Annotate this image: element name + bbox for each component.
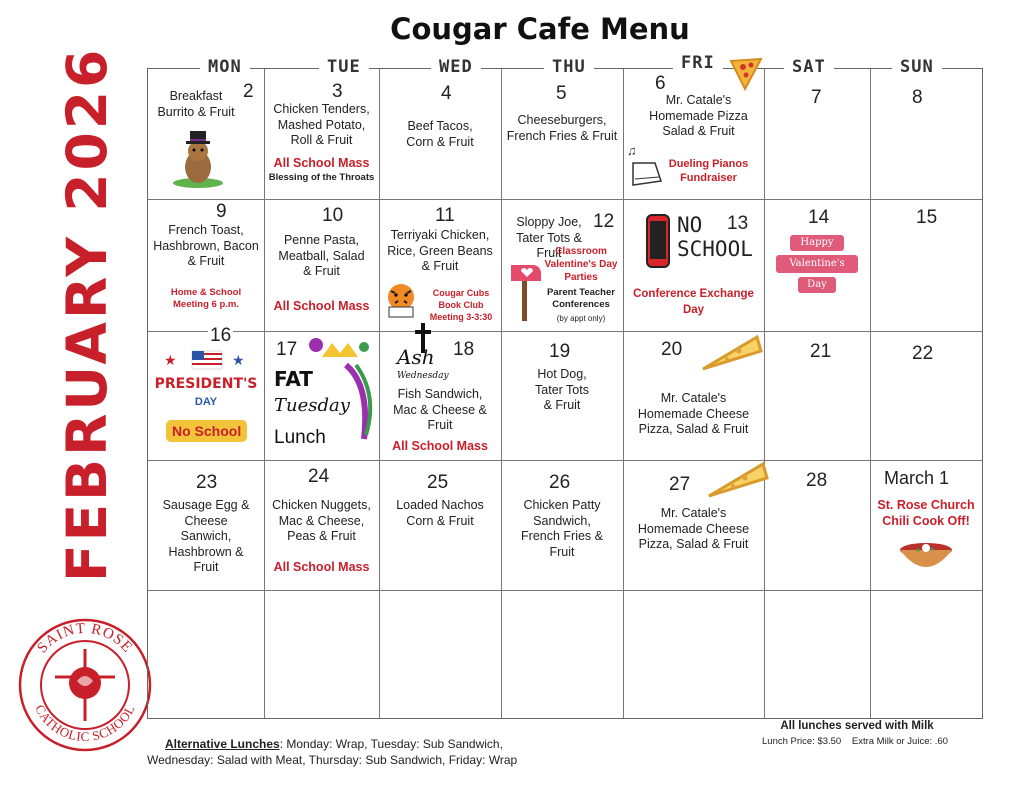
day-number: 10: [322, 205, 344, 226]
event-note: Parent Teacher Conferences: [547, 287, 615, 310]
day-cell-3: [264, 69, 379, 199]
svg-text:★: ★: [232, 352, 245, 368]
menu-text: Sausage Egg & Cheese Sanwich, Hashbrown & Fruit: [162, 498, 250, 574]
groundhog-icon: [172, 127, 224, 189]
event-text: All School Mass: [273, 560, 370, 574]
day-cell-17: [264, 331, 379, 460]
alt-lunches-text: : Monday: Wrap, Tuesday: Sub Sandwich,: [279, 737, 503, 751]
day-cell-10: [264, 199, 379, 331]
alt-lunches-text: Wednesday: Salad with Meat, Thursday: Sub Sandwich, Friday: Wrap: [147, 753, 518, 767]
day-number: 16: [210, 325, 232, 346]
day-number: 5: [556, 83, 567, 104]
day-number: 28: [806, 470, 828, 491]
day-number: 3: [332, 81, 343, 102]
menu-text: Mr. Catale's Homemade Cheese Pizza, Salad & Fruit: [637, 391, 750, 436]
day-cell-13: [623, 199, 764, 331]
no-school-sign: NO SCHOOL: [677, 213, 753, 261]
banner-text: Day: [798, 277, 836, 293]
day-cell-15: [870, 199, 982, 331]
day-cell-24: [264, 460, 379, 590]
menu-text: Hot Dog, Tater Tots & Fruit: [535, 367, 589, 412]
event-text: Classroom Valentine's Day Parties: [544, 246, 618, 283]
menu-text: Chicken Patty Sandwich, French Fries & Fruit: [521, 498, 603, 559]
lunch-text: Lunch: [274, 427, 326, 448]
presidents-day-art: PRESIDENT'S: [154, 376, 258, 392]
day-number: 25: [427, 472, 449, 493]
seal-bottom-text: CATHOLIC SCHOOL: [32, 702, 138, 745]
menu-text: Terriyaki Chicken, Rice, Green Beans & Fruit: [387, 228, 493, 273]
event-text: All School Mass: [273, 156, 370, 170]
event-note: (by appt only): [556, 314, 606, 323]
day-cell-8: [870, 69, 982, 199]
svg-text:★: ★: [164, 352, 177, 368]
day-header-fri: FRI: [673, 53, 723, 73]
day-number: 17: [276, 339, 298, 360]
flag-icon: [164, 349, 248, 371]
day-cell-9: [148, 199, 264, 331]
day-number: 12: [593, 211, 615, 232]
day-cell-11: [379, 199, 501, 331]
day-cell-14: [764, 199, 870, 331]
day-number: 23: [196, 472, 218, 493]
milk-note: All lunches served with Milk: [780, 720, 934, 732]
day-number: 22: [912, 343, 934, 364]
day-number: 4: [441, 83, 452, 104]
pizza-icon: [727, 55, 765, 91]
day-cell-march-1: [870, 460, 982, 590]
page-title: Cougar Cafe Menu: [390, 12, 690, 46]
alt-lunches-label: Alternative Lunches: [165, 737, 280, 751]
menu-text: Chicken Nuggets, Mac & Cheese, Peas & Fruit: [272, 498, 371, 543]
month-title: FEBRUARY 2026: [55, 46, 119, 582]
day-number: 27: [669, 474, 691, 495]
day-number: 19: [549, 341, 571, 362]
day-header-mon: MON: [200, 57, 250, 77]
day-cell-26: [501, 460, 623, 590]
day-cell-19: [501, 331, 623, 460]
day-cell-2: [148, 69, 264, 199]
day-number: 18: [453, 339, 475, 360]
day-cell-22: [870, 331, 982, 460]
day-header-wed: WED: [431, 57, 481, 77]
event-text: Home & School Meeting 6 p.m.: [170, 287, 242, 310]
pizza-icon: [707, 460, 769, 500]
mailbox-icon: [507, 255, 543, 321]
tiger-book-icon: [381, 279, 421, 319]
menu-text: Breakfast Burrito & Fruit: [157, 89, 235, 119]
menu-text: Penne Pasta, Meatball, Salad & Fruit: [278, 233, 365, 278]
no-school-badge: No School: [166, 420, 247, 442]
event-note: Blessing of the Throats: [268, 172, 375, 183]
day-number: 14: [808, 207, 830, 228]
menu-text: Cheeseburgers, French Fries & Fruit: [506, 113, 618, 143]
day-cell-20: [623, 331, 764, 460]
day-cell-12: [501, 199, 623, 331]
ash-wednesday-art: Wednesday: [397, 371, 449, 381]
fat-tuesday-art: FAT: [274, 367, 313, 391]
calendar-grid: [147, 53, 983, 719]
day-cell-21: [764, 331, 870, 460]
day-number: 11: [435, 205, 455, 226]
fat-tuesday-art: Tuesday: [274, 395, 350, 416]
day-number: 8: [912, 87, 923, 108]
menu-text: Chicken Tenders, Mashed Potato, Roll & Fruit: [273, 102, 370, 147]
menu-text: Mr. Catale's Homemade Cheese Pizza, Salad & Fruit: [637, 506, 750, 551]
day-number: 15: [916, 207, 938, 228]
phone-icon: [645, 213, 673, 271]
day-cell-4: [379, 69, 501, 199]
day-number: 13: [727, 213, 749, 234]
menu-text: Beef Tacos, Corn & Fruit: [406, 119, 474, 149]
lunch-info: [762, 720, 962, 747]
day-number: 9: [216, 201, 227, 222]
day-cell-23: [148, 460, 264, 590]
day-cell-7: [764, 69, 870, 199]
ash-wednesday-art: Ash: [397, 345, 435, 369]
presidents-day-art: DAY: [194, 396, 218, 408]
day-number: 26: [549, 472, 571, 493]
day-number: 20: [661, 339, 683, 360]
event-text: All School Mass: [273, 299, 370, 313]
event-text: Cougar Cubs Book Club Meeting 3-3:30: [429, 288, 493, 322]
banner-text: Happy: [790, 235, 844, 251]
day-header-sat: SAT: [784, 57, 834, 77]
alternative-lunches: [147, 736, 517, 768]
menu-text: Fish Sandwich, Mac & Cheese & Fruit: [393, 387, 487, 432]
extra-price: Extra Milk or Juice: .60: [851, 736, 948, 747]
event-text: Dueling Pianos Fundraiser: [668, 158, 749, 184]
day-cell-18: [379, 331, 501, 460]
day-header-sun: SUN: [892, 57, 942, 77]
day-number: 6: [655, 73, 666, 94]
day-number: 21: [810, 341, 832, 362]
event-text: Conference Exchange Day: [633, 288, 754, 316]
menu-text: Loaded Nachos Corn & Fruit: [396, 498, 484, 528]
seal-top-text: SAINT ROSE: [34, 620, 136, 657]
menu-text: Mr. Catale's Homemade Pizza Salad & Fruit: [649, 93, 748, 138]
day-cell-27: [623, 460, 764, 590]
day-cell-28: [764, 460, 870, 590]
school-seal: [17, 617, 153, 753]
pizza-icon: [701, 333, 763, 373]
day-number: March 1: [884, 468, 950, 488]
valentines-banner: [776, 235, 858, 299]
day-number: 7: [811, 87, 822, 108]
day-cell-25: [379, 460, 501, 590]
day-cell-5: [501, 69, 623, 199]
event-text: St. Rose Church Chili Cook Off!: [877, 498, 975, 528]
day-cell-6: [623, 69, 764, 199]
svg-text:♫: ♫: [627, 143, 637, 158]
day-number: 2: [243, 81, 254, 102]
banner-text: Valentine's: [776, 255, 858, 273]
chili-bowl-icon: [898, 540, 954, 576]
day-cell-16: [148, 325, 264, 460]
lunch-price: Lunch Price: $3.50: [762, 736, 842, 747]
menu-text: Sloppy Joe, Tater Tots & Fruit: [516, 215, 582, 260]
day-number: 24: [308, 466, 330, 487]
event-text: All School Mass: [392, 439, 488, 453]
menu-text: French Toast, Hashbrown, Bacon & Fruit: [153, 223, 259, 268]
day-header-tue: TUE: [319, 57, 369, 77]
day-header-thu: THU: [544, 57, 594, 77]
